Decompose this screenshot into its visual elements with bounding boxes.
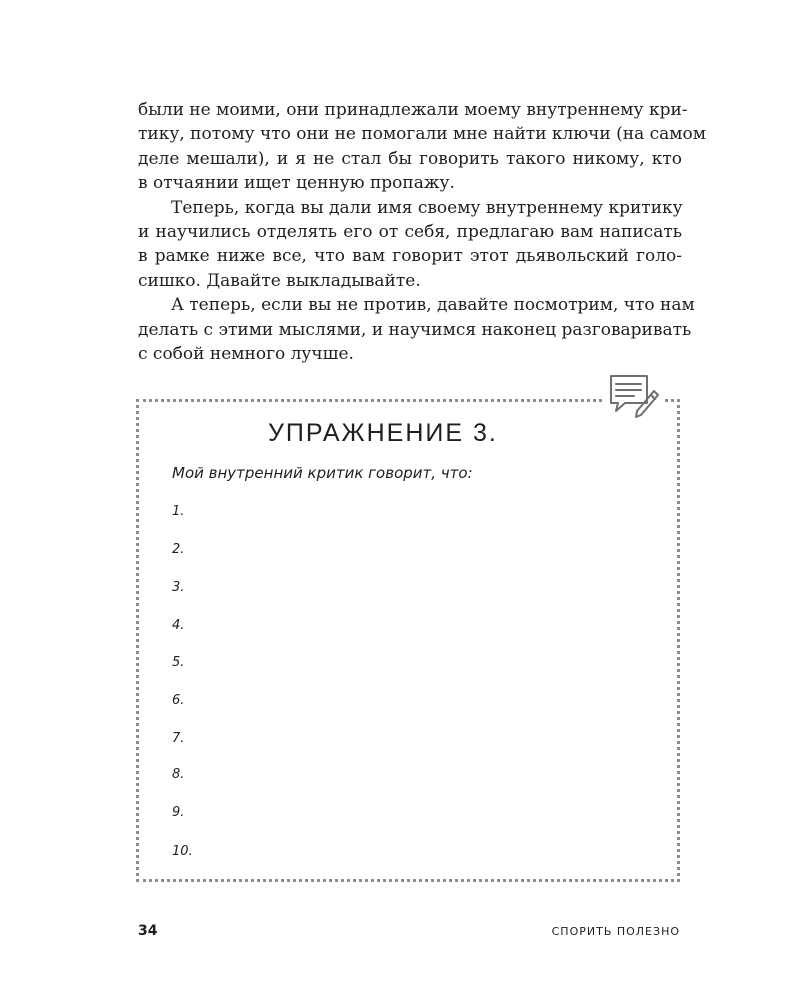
body-line: в отчаянии ищет ценную пропажу. — [138, 173, 455, 194]
list-item-number: 3. — [172, 580, 185, 595]
exercise-prompt: Мой внутренний критик говорит, что: — [172, 464, 473, 482]
list-item-number: 9. — [172, 805, 185, 820]
list-item-number: 10. — [172, 844, 193, 859]
body-line: А теперь, если вы не против, давайте посмотрим, что нам — [171, 295, 695, 316]
notepad-pen-icon — [602, 370, 664, 424]
body-line: Теперь, когда вы дали имя своему внутреннему критику — [171, 197, 683, 218]
list-item-number: 5. — [172, 655, 185, 670]
running-header: СПОРИТЬ ПОЛЕЗНО — [551, 925, 680, 938]
page-number: 34 — [138, 923, 158, 939]
list-item-number: 8. — [172, 767, 185, 782]
list-item-number: 4. — [172, 618, 185, 633]
body-line: в рамке ниже все, что вам говорит этот дьявольский голо- — [138, 246, 682, 267]
body-line: тику, потому что они не помогали мне найти ключи (на самом — [138, 124, 706, 145]
body-line: деле мешали), и я не стал бы говорить такого никому, кто — [138, 148, 682, 169]
list-item-number: 6. — [172, 693, 185, 708]
body-line: делать с этими мыслями, и научимся наконец разговаривать — [138, 319, 692, 340]
list-item-number: 2. — [172, 542, 185, 557]
list-item-number: 1. — [172, 504, 185, 519]
body-line: были не моими, они принадлежали моему внутреннему кри- — [138, 100, 688, 120]
list-item-number: 7. — [172, 731, 185, 746]
body-text — [138, 98, 706, 366]
exercise-title: УПРАЖНЕНИЕ 3. — [268, 419, 498, 447]
body-line: сишко. Давайте выкладывайте. — [138, 270, 421, 291]
body-line: с собой немного лучше. — [138, 344, 354, 365]
body-line: и научились отделять его от себя, предлагаю вам написать — [138, 222, 682, 243]
